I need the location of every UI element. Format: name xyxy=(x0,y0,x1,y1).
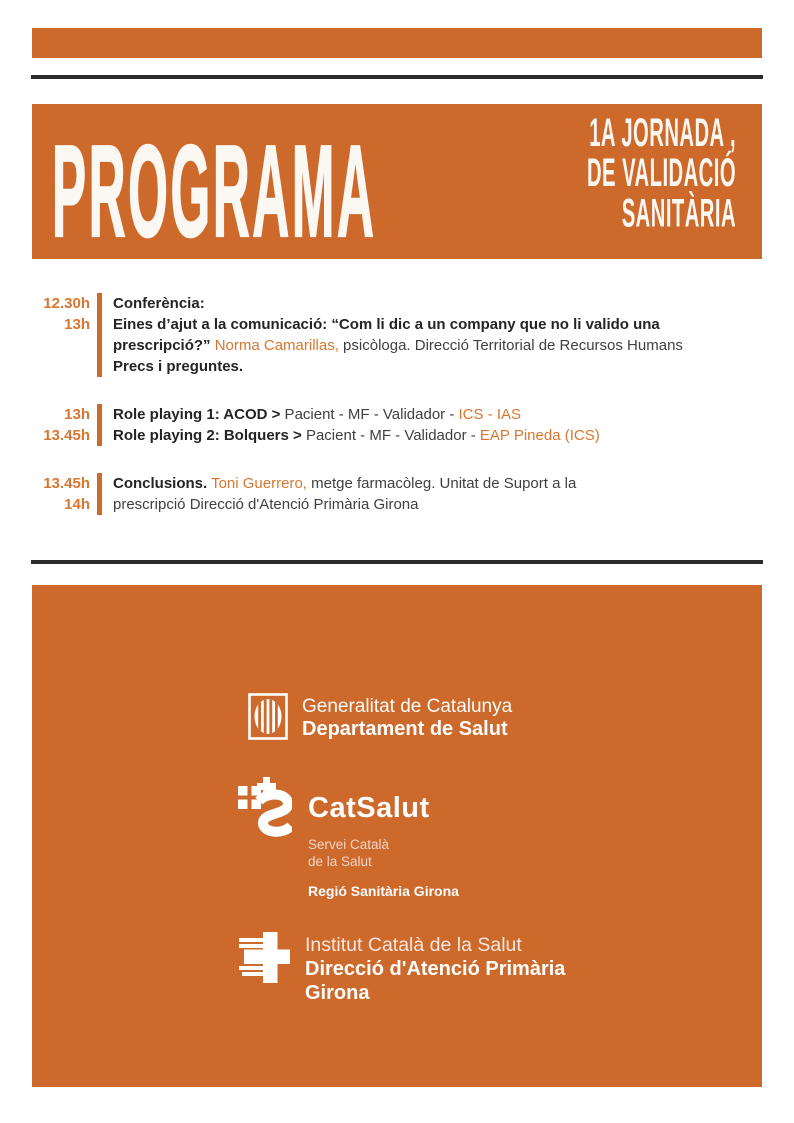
roleplay-1-cast: Pacient - MF - Validador - xyxy=(280,406,459,423)
catsalut-region: Regió Sanitària Girona xyxy=(308,883,459,899)
schedule-line xyxy=(113,314,683,335)
schedule-line xyxy=(113,404,600,425)
roleplay-2-cast: Pacient - MF - Validador - xyxy=(301,427,480,444)
speaker-role: psicòloga. Direcció Territorial de Recursos Humans xyxy=(338,337,683,354)
catsalut-logo xyxy=(238,777,459,899)
event-title-line-3: SANITÀRIA xyxy=(621,189,736,236)
time-labels xyxy=(32,473,90,515)
schedule-item-text xyxy=(113,473,576,515)
striped-cross-icon xyxy=(239,932,290,988)
time-separator-bar xyxy=(97,473,102,515)
time-end: 14h xyxy=(64,496,90,513)
divider-top xyxy=(31,75,763,79)
catsalut-s-cross-icon xyxy=(238,777,292,842)
ics-logo-text xyxy=(305,933,565,1005)
time-start: 12.30h xyxy=(43,295,90,312)
catsalut-subtitle xyxy=(308,836,459,870)
roleplay-1-title: Role playing 1: ACOD > xyxy=(113,406,281,423)
schedule-item-roleplaying xyxy=(32,404,762,446)
generalitat-logo-text xyxy=(302,695,512,741)
time-labels xyxy=(32,404,90,446)
ics-city: Girona xyxy=(305,982,370,1004)
roleplay-2-title: Role playing 2: Bolquers > xyxy=(113,427,302,444)
senyera-shield-icon xyxy=(248,693,288,745)
schedule-line xyxy=(113,356,683,377)
qa-label: Precs i preguntes. xyxy=(113,358,244,375)
page-title: PROGRAMA xyxy=(52,119,377,266)
roleplay-2-org: EAP Pineda (ICS) xyxy=(479,427,600,444)
time-labels xyxy=(32,293,90,377)
generalitat-name: Generalitat de Catalunya xyxy=(302,696,513,717)
speaker-role-cont: prescripció Direcció d'Atenció Primària Girona xyxy=(113,496,419,513)
event-title xyxy=(586,109,736,236)
schedule-item-conclusions xyxy=(32,473,762,515)
footer-banner xyxy=(32,585,762,1087)
schedule-line xyxy=(113,473,576,494)
time-separator-bar xyxy=(97,293,102,377)
schedule-item-text xyxy=(113,404,600,446)
conclusions-title: Conclusions. xyxy=(113,475,208,492)
event-title-line-1: 1A JORNADA , xyxy=(589,109,736,156)
speaker-name: Toni Guerrero, xyxy=(207,475,307,492)
catsalut-name: CatSalut xyxy=(308,792,430,824)
header-banner xyxy=(32,104,762,266)
schedule-line xyxy=(113,494,576,515)
generalitat-logo xyxy=(248,693,512,745)
schedule-line xyxy=(113,425,600,446)
catsalut-subtitle-line-1: Servei Català xyxy=(308,837,390,852)
schedule-item-conference xyxy=(32,293,762,377)
schedule-line xyxy=(113,335,683,356)
schedule xyxy=(32,293,762,515)
departament-name: Departament de Salut xyxy=(302,718,508,740)
ics-name: Institut Català de la Salut xyxy=(305,934,522,956)
time-start: 13.45h xyxy=(43,475,90,492)
catsalut-subtitle-line-2: de la Salut xyxy=(308,854,372,869)
schedule-line xyxy=(113,293,683,314)
event-title-line-2: DE VALIDACIÓ xyxy=(586,149,736,196)
divider-bottom xyxy=(31,560,763,564)
time-end: 13h xyxy=(64,316,90,333)
session-title: Conferència: xyxy=(113,295,205,312)
roleplay-1-org: ICS - IAS xyxy=(458,406,522,423)
time-start: 13h xyxy=(64,406,90,423)
time-end: 13.45h xyxy=(43,427,90,444)
top-accent-bar xyxy=(32,28,762,58)
session-topic: Eines d’ajut a la comunicació: “Com li dic a un company que no li valido una xyxy=(113,316,660,333)
catsalut-logo-text xyxy=(308,777,459,899)
schedule-item-text xyxy=(113,293,683,377)
time-separator-bar xyxy=(97,404,102,446)
speaker-role: metge farmacòleg. Unitat de Suport a la xyxy=(306,475,577,492)
session-topic-cont: prescripció?” xyxy=(113,337,211,354)
ics-logo xyxy=(239,932,565,1005)
ics-direction: Direcció d'Atenció Primària xyxy=(305,958,566,980)
speaker-name: Norma Camarillas, xyxy=(210,337,339,354)
